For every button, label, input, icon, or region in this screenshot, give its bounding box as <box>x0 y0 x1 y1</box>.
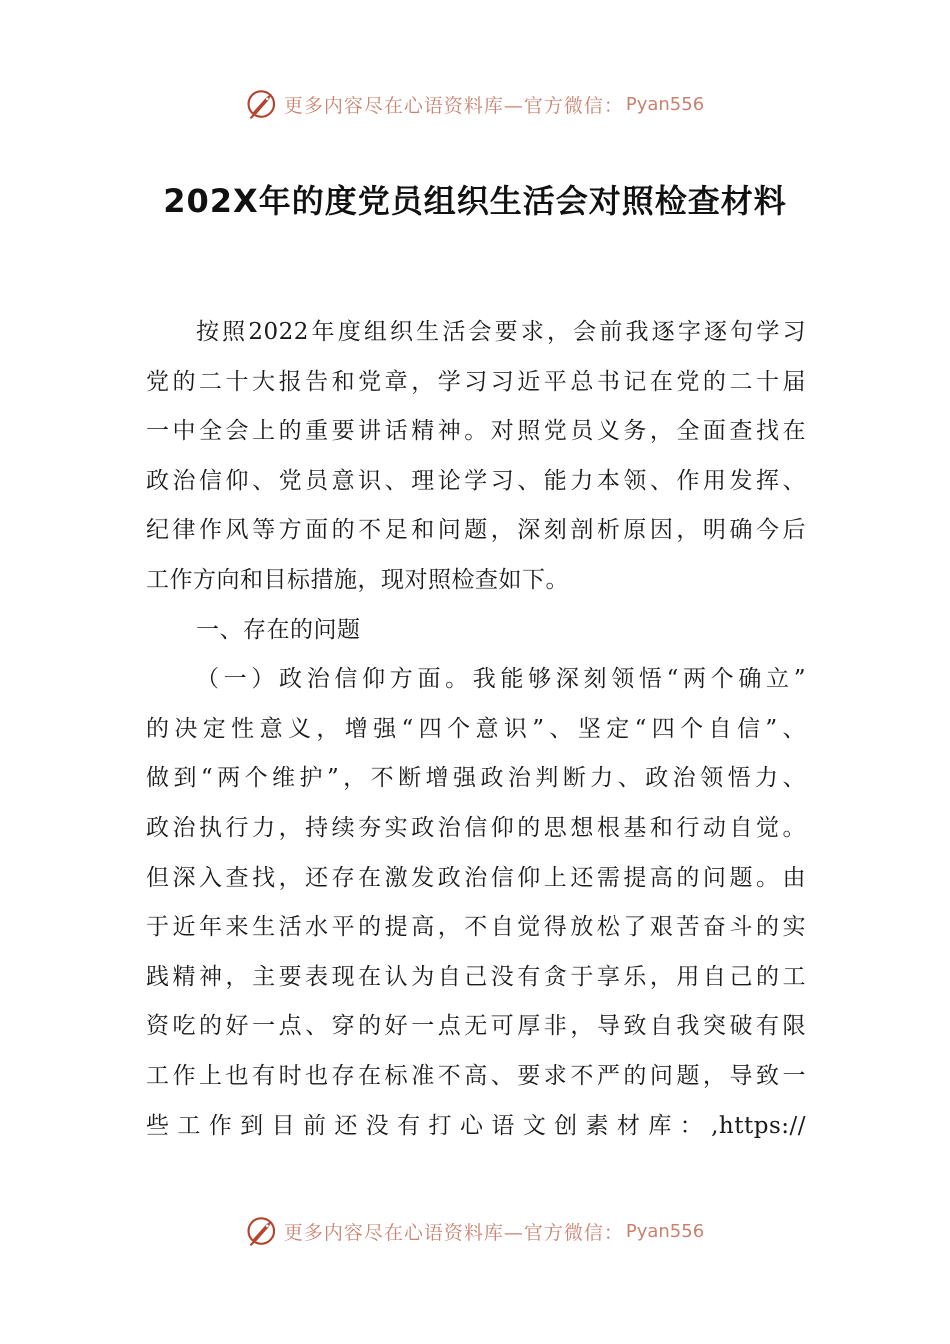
body-line: 政治信仰、党员意识、理论学习、能力本领、作用发挥、 <box>146 467 806 494</box>
body-line: 于近年来生活水平的提高，不自觉得放松了艰苦奋斗的实 <box>146 914 806 941</box>
watermark-handle: Pyan556 <box>625 1220 705 1242</box>
body-line: 资吃的好一点、穿的好一点无可厚非，导致自我突破有限 <box>146 1013 806 1040</box>
body-line: 工作上也有时也存在标准不高、要求不严的问题，导致一 <box>146 1062 806 1089</box>
body-line: 工作方向和目标措施，现对照检查如下。 <box>146 566 569 593</box>
section-heading: 一、存在的问题 <box>196 616 361 643</box>
body-line: 做到“两个维护”，不断增强政治判断力、政治领悟力、 <box>146 765 806 792</box>
watermark-header <box>0 84 950 124</box>
watermark-text: 更多内容尽在心语资料库—官方微信： <box>283 1221 624 1244</box>
body-line: 一中全会上的重要讲话精神。对照党员义务，全面查找在 <box>146 418 806 445</box>
watermark-text: 更多内容尽在心语资料库—官方微信： <box>283 94 624 117</box>
body-line: 但深入查找，还存在激发政治信仰上还需提高的问题。由 <box>146 864 806 891</box>
body-line: 党的二十大报告和党章，学习习近平总书记在党的二十届 <box>146 368 806 395</box>
document-body <box>146 308 806 1151</box>
document-title: 202X年的度党员组织生活会对照检查材料 <box>163 182 787 220</box>
body-line: 的决定性意义，增强“四个意识”、坚定“四个自信”、 <box>146 715 806 742</box>
body-line: （一）政治信仰方面。我能够深刻领悟“两个确立” <box>196 666 806 693</box>
pen-nib-logo-icon <box>246 1214 280 1248</box>
body-line: 按照2022年度组织生活会要求，会前我逐字逐句学习 <box>196 319 806 345</box>
watermark-footer <box>0 1211 950 1251</box>
pen-nib-logo-icon <box>246 87 280 121</box>
body-line: 践精神，主要表现在认为自己没有贪于享乐，用自己的工 <box>146 963 806 990</box>
body-line: 纪律作风等方面的不足和问题，深刻剖析原因，明确今后 <box>146 517 806 544</box>
body-line: 些工作到目前还没有打心语文创素材库：,https:// <box>146 1112 806 1139</box>
watermark-handle: Pyan556 <box>625 93 705 115</box>
body-line: 政治执行力，持续夯实政治信仰的思想根基和行动自觉。 <box>146 814 806 841</box>
